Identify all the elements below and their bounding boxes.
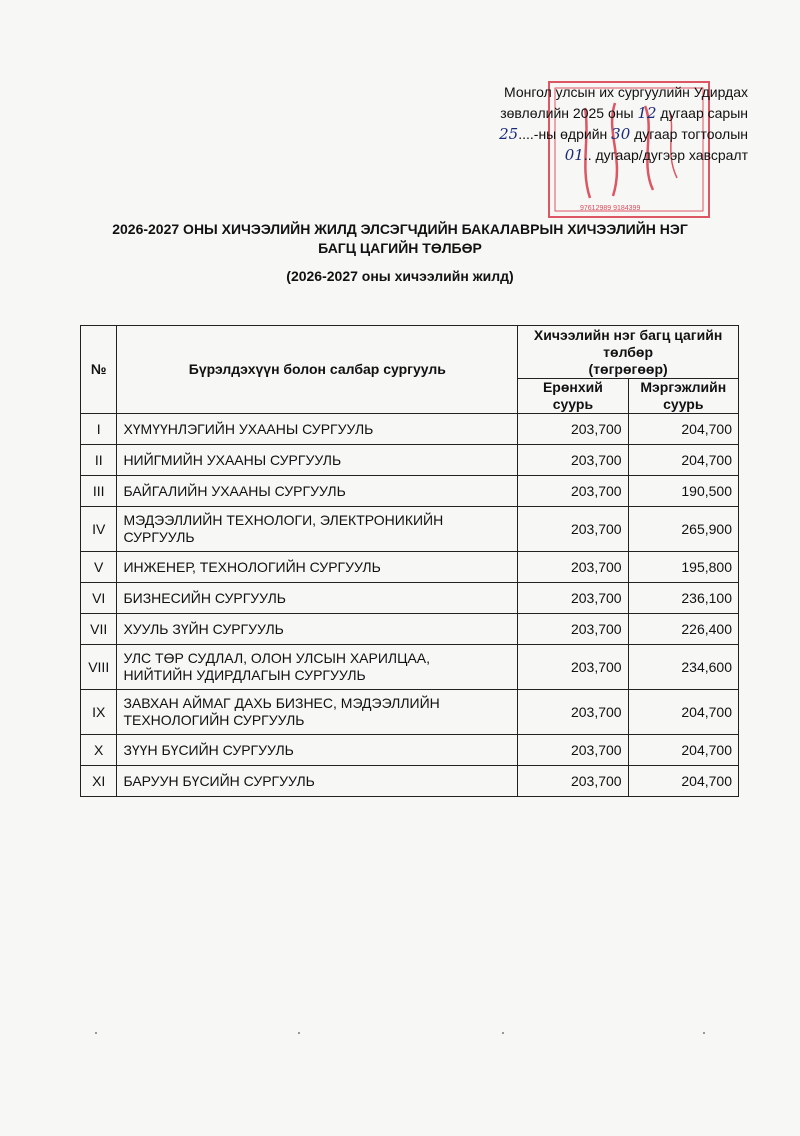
table-row: X ЗҮҮН БҮСИЙН СУРГУУЛЬ 203,700 204,700 [81,735,739,766]
table-row: XI БАРУУН БҮСИЙН СУРГУУЛЬ 203,700 204,700 [81,766,739,797]
document-subtitle: (2026-2027 оны хичээлийн жилд) [286,268,514,284]
handwritten-resolution-number: 30 [611,125,631,143]
header-school: Бүрэлдэхүүн болон салбар сургууль [117,326,518,414]
table-row: VI БИЗНЕСИЙН СУРГУУЛЬ 203,700 236,100 [81,583,739,614]
title-line-1: 2026-2027 ОНЫ ХИЧЭЭЛИЙН ЖИЛД ЭЛСЭГЧДИЙН БАКАЛАВРЫН ХИЧЭЭЛИЙН НЭГ [112,221,688,237]
header-note-line-4: 01.. дугаар/дугээр хавсралт [564,146,748,164]
table-row: I ХҮМҮҮНЛЭГИЙН УХААНЫ СУРГУУЛЬ 203,700 204,700 [81,414,739,445]
header-specialized-base: Мэргэжлийн суурь [628,379,738,414]
header-note-line-1: Монгол улсын их сургуулийн Удирдах [504,84,748,100]
table-row: IX ЗАВХАН АЙМАГ ДАХЬ БИЗНЕС, МЭДЭЭЛЛИЙН ТЕХНОЛОГИЙН СУРГУУЛЬ 203,700 204,700 [81,690,739,735]
scan-speck [502,1032,504,1034]
stamp-number: 97612989 9184399 [580,205,641,212]
title-line-2: БАГЦ ЦАГИЙН ТӨЛБӨР [318,240,482,256]
scan-speck [298,1032,300,1034]
header-note-line-2: зөвлөлийн 2025 оны 12 дугаар сарын [500,104,748,122]
header-fee-group: Хичээлийн нэг багц цагийн төлбөр (төгрөгөөр) [518,326,739,379]
document-title [80,220,720,258]
handwritten-appendix-number: 01 [564,146,584,164]
header-number: № [81,326,117,414]
table-row: V ИНЖЕНЕР, ТЕХНОЛОГИЙН СУРГУУЛЬ 203,700 195,800 [81,552,739,583]
table-row: VIII УЛС ТӨР СУДЛАЛ, ОЛОН УЛСЫН ХАРИЛЦАА, НИЙТИЙН УДИРДЛАГЫН СУРГУУЛЬ 203,700 234,600 [81,645,739,690]
table-row: II НИЙГМИЙН УХААНЫ СУРГУУЛЬ 203,700 204,700 [81,445,739,476]
header-note-line-3: 25....-ны өдрийн 30 дугаар тогтоолын [499,125,748,143]
handwritten-day: 25 [499,125,519,143]
header-note [418,82,748,166]
scan-speck [703,1032,705,1034]
scan-speck [95,1032,97,1034]
header-general-base: Ерөнхий суурь [518,379,628,414]
table-row: IV МЭДЭЭЛЛИЙН ТЕХНОЛОГИ, ЭЛЕКТРОНИКИЙН СУРГУУЛЬ 203,700 265,900 [81,507,739,552]
handwritten-month: 12 [637,104,657,122]
table-row: VII ХУУЛЬ ЗҮЙН СУРГУУЛЬ 203,700 226,400 [81,614,739,645]
table-row: III БАЙГАЛИЙН УХААНЫ СУРГУУЛЬ 203,700 190,500 [81,476,739,507]
fee-table [80,325,739,797]
